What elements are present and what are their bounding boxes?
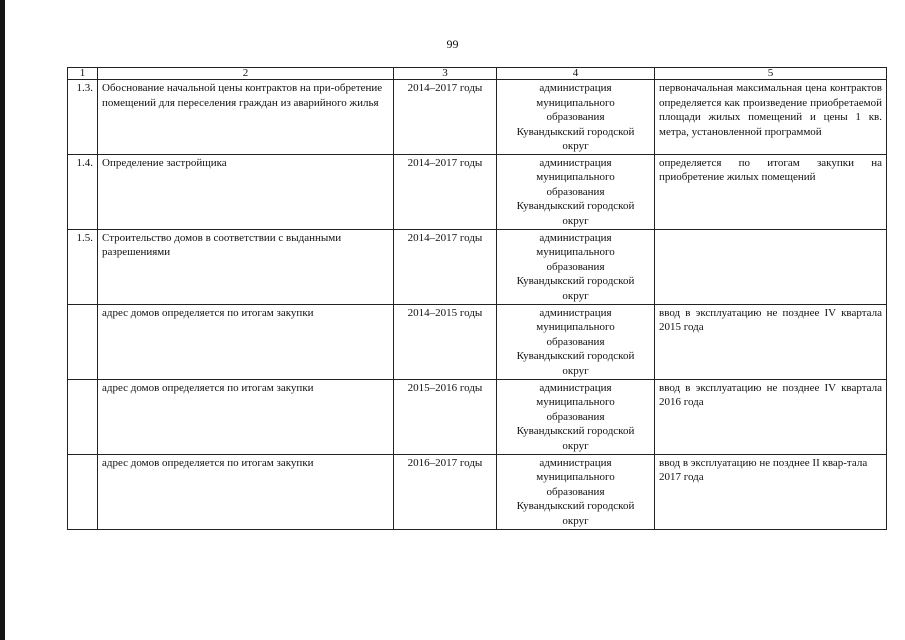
- responsible-cell: [497, 454, 655, 529]
- table-row: [68, 229, 887, 304]
- responsible-line: образования: [546, 410, 605, 423]
- row-number: [68, 379, 98, 454]
- responsible-line: администрация: [539, 156, 612, 169]
- activity-cell: адрес домов определяется по итогам закупки: [98, 304, 394, 379]
- page-number: 99: [446, 37, 459, 51]
- responsible-line: округ: [562, 140, 589, 152]
- period-cell: 2014–2017 годы: [394, 80, 497, 155]
- responsible-cell: [497, 229, 655, 304]
- table-row: [68, 80, 887, 155]
- responsible-line: округ: [562, 289, 589, 302]
- row-number: 1.4.: [68, 154, 98, 229]
- responsible-line: Кувандыкский городской: [516, 500, 635, 512]
- period-cell: 2016–2017 годы: [394, 454, 497, 529]
- responsible-line: администрация: [539, 82, 612, 94]
- responsible-line: администрация: [539, 456, 612, 469]
- row-number: [68, 454, 98, 529]
- responsible-line: Кувандыкский городской: [516, 350, 635, 362]
- period-cell: 2014–2017 годы: [394, 229, 497, 304]
- row-number: 1.5.: [68, 229, 98, 304]
- header-cell-5: 5: [655, 68, 887, 80]
- header-cell-1: 1: [68, 68, 98, 80]
- table-row: [68, 154, 887, 229]
- row-number: [68, 304, 98, 379]
- responsible-line: Кувандыкский городской: [516, 275, 635, 287]
- activity-cell: адрес домов определяется по итогам закупки: [98, 454, 394, 529]
- period-cell: 2014–2017 годы: [394, 154, 497, 229]
- header-cell-2: 2: [98, 68, 394, 80]
- responsible-line: образования: [546, 185, 605, 198]
- responsible-line: муниципального: [536, 471, 615, 483]
- note-cell: ввод в эксплуатацию не позднее IV квартала 2015 года: [655, 304, 887, 379]
- responsible-cell: [497, 80, 655, 155]
- header-cell-3: 3: [394, 68, 497, 80]
- responsible-line: образования: [546, 335, 605, 348]
- note-cell: ввод в эксплуатацию не позднее IV квартала 2016 года: [655, 379, 887, 454]
- responsible-line: округ: [562, 364, 589, 377]
- activity-cell: Строительство домов в соответствии с выданными разрешениями: [98, 229, 394, 304]
- responsible-cell: [497, 154, 655, 229]
- period-cell: 2015–2016 годы: [394, 379, 497, 454]
- table-row: [68, 304, 887, 379]
- responsible-line: муниципального: [536, 171, 615, 183]
- responsible-cell: [497, 379, 655, 454]
- responsible-line: Кувандыкский городской: [516, 125, 635, 138]
- responsible-line: образования: [546, 260, 605, 273]
- activity-cell: Определение застройщика: [98, 154, 394, 229]
- measures-table: [67, 67, 887, 530]
- period-cell: 2014–2015 годы: [394, 304, 497, 379]
- responsible-line: муниципального: [536, 321, 615, 333]
- responsible-line: Кувандыкский городской: [516, 425, 635, 437]
- responsible-line: образования: [546, 111, 605, 123]
- responsible-line: администрация: [539, 381, 612, 394]
- table-row: [68, 454, 887, 529]
- note-cell: определяется по итогам закупки на приобретение жилых помещений: [655, 154, 887, 229]
- note-cell: [655, 229, 887, 304]
- responsible-line: администрация: [539, 306, 612, 319]
- responsible-line: муниципального: [536, 96, 615, 109]
- responsible-line: образования: [546, 485, 605, 498]
- row-number: 1.3.: [68, 80, 98, 155]
- activity-cell: адрес домов определяется по итогам закупки: [98, 379, 394, 454]
- scan-edge-bar: [0, 0, 5, 640]
- table-row: [68, 379, 887, 454]
- activity-cell: Обоснование начальной цены контрактов на при-обретение помещений для переселения граждан из аварийного жилья: [98, 80, 394, 155]
- table-header-row: [68, 68, 887, 80]
- responsible-line: округ: [562, 214, 589, 227]
- responsible-line: Кувандыкский городской: [516, 200, 635, 212]
- note-cell: первоначальная максимальная цена контрактов определяется как произведение приобретаемой площади жилых помещений и цены 1 кв. метра, установленной программой: [655, 80, 887, 155]
- responsible-cell: [497, 304, 655, 379]
- note-cell: ввод в эксплуатацию не позднее II квар-тала 2017 года: [655, 454, 887, 529]
- responsible-line: муниципального: [536, 396, 615, 408]
- responsible-line: администрация: [539, 231, 612, 244]
- responsible-line: округ: [562, 514, 589, 527]
- responsible-line: муниципального: [536, 246, 615, 258]
- header-cell-4: 4: [497, 68, 655, 80]
- responsible-line: округ: [562, 439, 589, 452]
